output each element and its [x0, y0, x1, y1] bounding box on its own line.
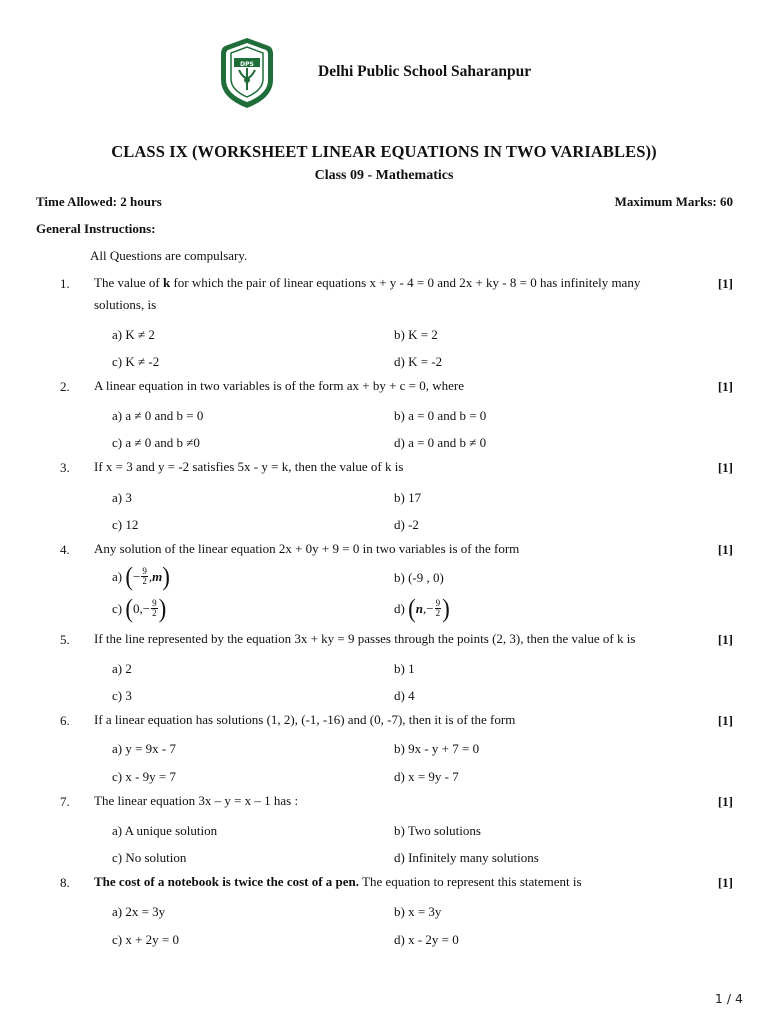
question-number: 7. [60, 794, 70, 809]
option-c: c) 12 [112, 517, 139, 532]
option-b: b) x = 3y [394, 904, 442, 919]
option-a: a) ( − $\frac{9}{2}$ , m ) [112, 562, 170, 591]
option-c: c) a ≠ 0 and b ≠0 [112, 435, 200, 450]
question-number: 3. [60, 460, 70, 475]
question-number: 4. [60, 542, 70, 557]
maximum-marks: Maximum Marks: 60 [614, 194, 733, 209]
instruction-line: All Questions are compulsary. [90, 248, 248, 263]
option-a: a) K ≠ 2 [112, 327, 155, 342]
option-c: c) x + 2y = 0 [112, 932, 180, 947]
question-number: 5. [60, 632, 70, 647]
question-number: 8. [60, 875, 70, 890]
question-marks: [1] [717, 875, 733, 890]
question-marks: [1] [717, 713, 733, 728]
option-d: d) Infinitely many solutions [394, 850, 539, 865]
worksheet-subtitle: Class 09 - Mathematics [314, 168, 454, 183]
option-d: d) 4 [394, 688, 415, 703]
page-number: 1 / 4 [714, 991, 743, 1006]
question-marks: [1] [717, 632, 733, 647]
svg-text:DPS: DPS [240, 61, 254, 68]
question-marks: [1] [717, 379, 733, 394]
question-marks: [1] [717, 542, 733, 557]
question-marks: [1] [717, 276, 733, 291]
worksheet-title: CLASS IX (WORKSHEET LINEAR EQUATIONS IN TWO VARIABLES)) [111, 142, 657, 161]
option-d: d) K = -2 [394, 354, 443, 369]
option-c: c) ( 0 , − $\frac{9}{2}$ ) [112, 594, 167, 623]
question-number: 1. [60, 276, 70, 291]
option-a: a) a ≠ 0 and b = 0 [112, 408, 204, 423]
option-a: a) y = 9x - 7 [112, 741, 177, 756]
option-b: b) Two solutions [394, 823, 481, 838]
option-c: c) No solution [112, 850, 187, 865]
school-name: Delhi Public School Saharanpur [318, 63, 532, 80]
question-text: If the line represented by the equation 3x + ky = 9 passes through the points (2, 3), then the value of k is [94, 631, 636, 646]
option-b: b) 1 [394, 661, 415, 676]
question-text: If a linear equation has solutions (1, 2), (-1, -16) and (0, -7), then it is of the form [94, 712, 516, 727]
option-d: d) x - 2y = 0 [394, 932, 459, 947]
option-a: a) 2 [112, 661, 132, 676]
question-marks: [1] [717, 460, 733, 475]
option-b: b) 17 [394, 490, 422, 505]
option-c: c) K ≠ -2 [112, 354, 160, 369]
option-c: c) x - 9y = 7 [112, 769, 177, 784]
question-marks: [1] [717, 794, 733, 809]
option-b: b) (-9 , 0) [394, 570, 444, 585]
school-logo [217, 36, 277, 110]
option-a: a) 2x = 3y [112, 904, 166, 919]
option-b: b) a = 0 and b = 0 [394, 408, 487, 423]
option-d: d) -2 [394, 517, 419, 532]
question-text: If x = 3 and y = -2 satisfies 5x - y = k, then the value of k is [94, 459, 404, 474]
option-b: b) K = 2 [394, 327, 438, 342]
question-text: Any solution of the linear equation 2x + 0y + 9 = 0 in two variables is of the form [94, 541, 520, 556]
option-b: b) 9x - y + 7 = 0 [394, 741, 480, 756]
option-c: c) 3 [112, 688, 132, 703]
question-text: The cost of a notebook is twice the cost of a pen. The equation to represent this statement is [94, 874, 582, 889]
time-allowed: Time Allowed: 2 hours [36, 194, 162, 209]
question-text: A linear equation in two variables is of the form ax + by + c = 0, where [94, 378, 465, 393]
option-d: d) x = 9y - 7 [394, 769, 459, 784]
general-instructions-heading: General Instructions: [36, 221, 156, 236]
option-d: d) a = 0 and b ≠ 0 [394, 435, 487, 450]
question-text: The value of k for which the pair of linear equations x + y - 4 = 0 and 2x + ky - 8 = 0 has infinitely many solutions, is [94, 275, 641, 312]
question-number: 6. [60, 713, 70, 728]
option-a: a) A unique solution [112, 823, 218, 838]
question-number: 2. [60, 379, 70, 394]
question-text: The linear equation 3x – y = x – 1 has : [94, 793, 299, 808]
option-a: a) 3 [112, 490, 132, 505]
option-d: d) ( n , − $\frac{9}{2}$ ) [394, 594, 450, 623]
